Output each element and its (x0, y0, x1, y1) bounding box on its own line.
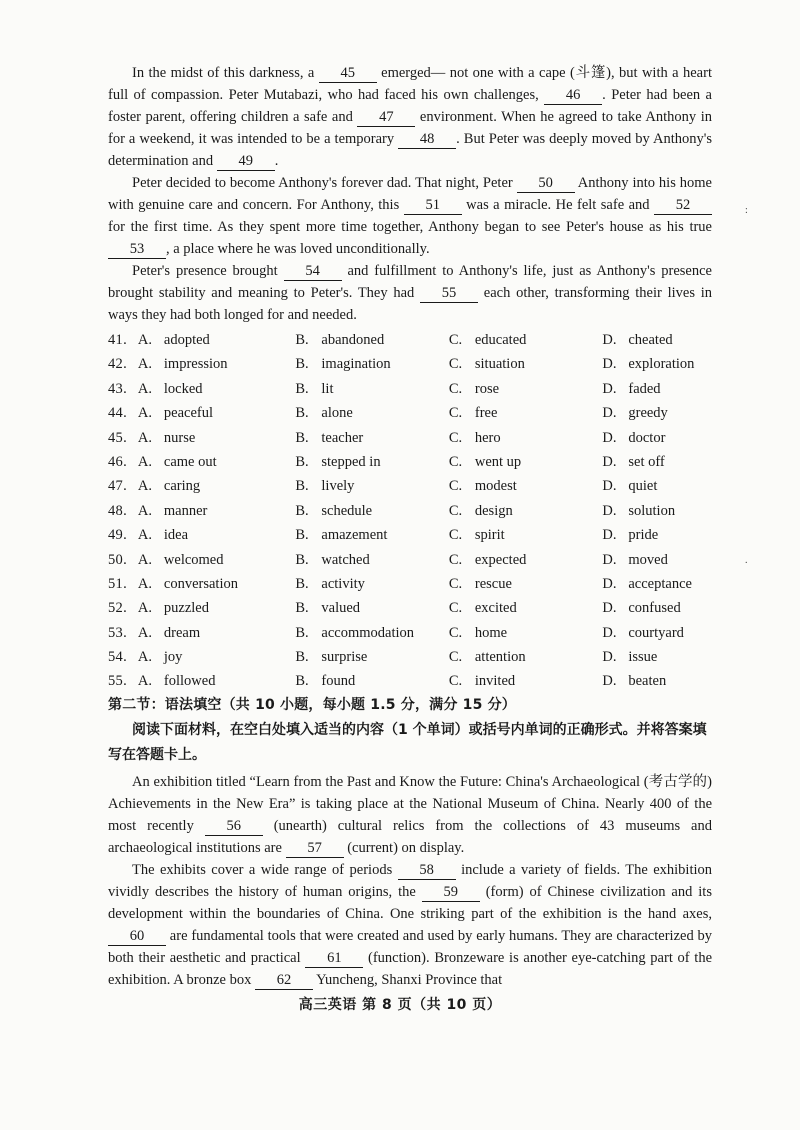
option-text: rose (474, 380, 500, 397)
blank-56: 56 (205, 818, 263, 836)
text: was a miracle. He felt safe and (461, 197, 654, 213)
option-d (602, 450, 712, 474)
question-number: 54. (108, 649, 128, 666)
option-a (138, 548, 295, 572)
blank-53: 53 (108, 241, 166, 259)
option-b (295, 499, 448, 523)
option-d (602, 474, 712, 498)
text: Peter decided to become Anthony's forever dad. That night, Peter (132, 175, 517, 191)
option-b (295, 596, 448, 620)
option-letter: C. (448, 624, 463, 641)
option-row (108, 499, 712, 523)
option-text: free (474, 405, 498, 422)
option-text: stepped in (321, 453, 381, 470)
passage2-paragraph-1 (108, 771, 712, 859)
option-text: impression (163, 356, 228, 373)
option-text: nurse (163, 429, 196, 446)
option-letter: D. (602, 575, 617, 592)
option-letter: D. (602, 478, 617, 495)
text: (current) on display. (343, 839, 465, 856)
option-text: conversation (163, 575, 238, 592)
option-text: attention (474, 649, 526, 666)
option-letter: D. (602, 527, 617, 544)
option-b (295, 669, 448, 693)
option-letter: A. (137, 380, 153, 397)
option-text: teacher (321, 429, 364, 446)
option-text: acceptance (628, 575, 692, 592)
option-letter: D. (602, 551, 617, 568)
option-letter: A. (137, 624, 153, 641)
option-text: puzzled (163, 600, 209, 617)
option-c (449, 548, 602, 572)
blank-61: 61 (305, 950, 363, 968)
option-c (449, 474, 602, 498)
option-letter: A. (137, 575, 153, 592)
option-row (108, 596, 712, 620)
option-b (295, 645, 448, 669)
option-a (138, 352, 295, 376)
option-row (108, 328, 712, 352)
text: . (274, 153, 279, 169)
margin-mark: . (745, 555, 748, 566)
blank-54: 54 (284, 263, 342, 281)
blank-46: 46 (544, 87, 602, 105)
blank-60: 60 (108, 928, 166, 946)
option-letter: D. (602, 649, 617, 666)
option-letter: C. (448, 453, 463, 470)
question-number: 45. (108, 429, 128, 446)
blank-51: 51 (404, 197, 462, 215)
text: emerged— not one with a cape (斗篷), but with a heart full of compassion. Peter Mutabazi, who had faced his own challenges, (108, 65, 712, 103)
option-a (138, 621, 295, 645)
option-row (108, 572, 712, 596)
option-text: situation (474, 356, 525, 373)
option-letter: C. (448, 332, 463, 348)
blank-50: 50 (517, 175, 575, 193)
option-letter: B. (295, 332, 309, 348)
option-letter: A. (137, 527, 153, 544)
option-d (602, 328, 712, 352)
option-row (108, 669, 712, 693)
option-letter: A. (137, 453, 153, 470)
option-text: surprise (321, 649, 368, 666)
passage1-paragraph-3 (108, 260, 712, 326)
option-text: quiet (628, 478, 658, 495)
text: . But Peter was deeply moved by Anthony's determination and (108, 131, 712, 169)
option-text: courtyard (628, 624, 684, 641)
option-letter: C. (448, 356, 463, 373)
option-text: caring (163, 478, 201, 495)
option-a (138, 596, 295, 620)
option-letter: C. (448, 527, 463, 544)
option-letter: D. (602, 624, 617, 641)
exam-page (108, 62, 712, 991)
option-letter: B. (295, 356, 309, 373)
text: Anthony into his home with genuine care and concern. For Anthony, this (108, 175, 712, 213)
option-letter: A. (137, 356, 153, 373)
option-letter: B. (295, 575, 309, 592)
option-b (295, 450, 448, 474)
option-letter: B. (295, 649, 309, 666)
option-b (295, 328, 448, 352)
option-text: home (474, 624, 508, 641)
option-text: accommodation (321, 624, 414, 641)
option-text: moved (628, 551, 668, 568)
option-a (138, 474, 295, 498)
text: In the midst of this darkness, a (132, 65, 319, 81)
option-row (108, 377, 712, 401)
option-b (295, 377, 448, 401)
option-letter: B. (295, 478, 309, 495)
question-number: 46. (108, 453, 128, 470)
option-c (449, 572, 602, 596)
option-text: rescue (474, 575, 512, 592)
option-text: idea (163, 527, 189, 544)
option-letter: D. (602, 405, 617, 422)
option-text: locked (163, 380, 203, 397)
option-text: lit (321, 380, 334, 397)
question-number: 52. (108, 600, 128, 617)
option-a (138, 669, 295, 693)
option-letter: C. (448, 380, 463, 397)
blank-47: 47 (357, 109, 415, 127)
option-text: watched (321, 551, 370, 568)
text: are fundamental tools that were created and used by early humans. They are characterized by both their aesthetic and practical (108, 927, 712, 966)
option-text: pride (628, 527, 659, 544)
option-c (449, 352, 602, 376)
blank-55: 55 (420, 285, 478, 303)
option-letter: C. (448, 502, 463, 519)
option-b (295, 572, 448, 596)
option-b (295, 523, 448, 547)
blank-59: 59 (422, 884, 480, 902)
option-letter: A. (137, 405, 153, 422)
option-b (295, 401, 448, 425)
option-text: abandoned (321, 332, 385, 348)
option-text: confused (628, 600, 681, 617)
option-c (449, 426, 602, 450)
option-text: joy (163, 649, 183, 666)
option-text: faded (628, 380, 661, 397)
option-text: manner (163, 502, 208, 519)
option-letter: A. (137, 502, 153, 519)
option-c (449, 669, 602, 693)
option-row (108, 426, 712, 450)
option-letter: B. (295, 380, 309, 397)
option-d (602, 596, 712, 620)
option-text: design (474, 502, 513, 519)
option-d (602, 621, 712, 645)
option-text: exploration (628, 356, 695, 373)
option-text: followed (163, 673, 216, 690)
option-text: hero (474, 429, 501, 446)
option-letter: B. (295, 600, 309, 617)
blank-49: 49 (217, 153, 275, 171)
option-c (449, 377, 602, 401)
option-letter: B. (295, 673, 309, 690)
text: for the first time. As they spent more time together, Anthony began to see Peter's house as his true (108, 219, 712, 235)
option-text: solution (628, 502, 676, 519)
option-text: invited (474, 673, 516, 690)
option-letter: A. (137, 649, 153, 666)
option-letter: D. (602, 356, 617, 373)
option-b (295, 548, 448, 572)
option-letter: D. (602, 332, 617, 348)
options-list (108, 328, 712, 694)
option-d (602, 548, 712, 572)
question-number: 47. (108, 478, 128, 495)
option-letter: A. (137, 673, 153, 690)
option-letter: D. (602, 453, 617, 470)
blank-45: 45 (319, 65, 377, 83)
question-number: 50. (108, 551, 128, 568)
option-c (449, 328, 602, 352)
option-c (449, 499, 602, 523)
option-text: spirit (474, 527, 505, 544)
question-number: 44. (108, 405, 128, 422)
option-letter: D. (602, 429, 617, 446)
option-letter: B. (295, 453, 309, 470)
blank-52: 52 (654, 197, 712, 215)
option-c (449, 523, 602, 547)
option-a (138, 401, 295, 425)
option-text: doctor (628, 429, 666, 446)
question-number: 49. (108, 527, 128, 544)
option-a (138, 572, 295, 596)
option-text: valued (321, 600, 361, 617)
question-number: 53. (108, 624, 128, 641)
page-footer: 高三英语 第 8 页（共 10 页） (298, 997, 502, 1013)
option-letter: A. (137, 332, 153, 348)
option-row (108, 621, 712, 645)
option-text: dream (163, 624, 201, 641)
option-text: educated (474, 332, 527, 348)
option-text: schedule (321, 502, 373, 519)
option-letter: D. (602, 673, 617, 690)
option-d (602, 572, 712, 596)
option-letter: C. (448, 429, 463, 446)
option-letter: A. (137, 600, 153, 617)
option-letter: B. (295, 405, 309, 422)
option-letter: A. (137, 551, 153, 568)
option-c (449, 645, 602, 669)
option-letter: B. (295, 502, 309, 519)
option-text: imagination (321, 356, 391, 373)
option-letter: D. (602, 600, 617, 617)
blank-58: 58 (398, 862, 456, 880)
option-text: lively (321, 478, 355, 495)
text: (function). Bronzeware is another eye-catching part of the exhibition. A bronze box (108, 949, 713, 988)
option-d (602, 401, 712, 425)
blank-62: 62 (255, 972, 313, 990)
option-row (108, 523, 712, 547)
text: An exhibition titled “Learn from the Past and Know the Future: China's Archaeological (考古学的) Achievements in the New Era” is taking place at the National Museum of China. Nearly 400 of the most recently (108, 773, 712, 834)
passage1-paragraph-1 (108, 62, 712, 172)
passage2-paragraph-2 (108, 859, 712, 991)
option-d (602, 377, 712, 401)
question-number: 43. (108, 380, 128, 397)
option-c (449, 401, 602, 425)
option-b (295, 352, 448, 376)
option-row (108, 352, 712, 376)
option-a (138, 426, 295, 450)
question-number: 48. (108, 502, 128, 519)
section-instruction: 阅读下面材料，在空白处填入适当的内容（1 个单词）或括号内单词的正确形式。并将答案填写在答题卡上。 (108, 721, 707, 763)
option-row (108, 450, 712, 474)
option-d (602, 499, 712, 523)
option-a (138, 523, 295, 547)
option-letter: B. (295, 624, 309, 641)
text: (unearth) cultural relics from the collections of 43 museums and archaeological institutions are (108, 817, 712, 856)
option-text: set off (628, 453, 665, 470)
option-letter: D. (602, 380, 617, 397)
option-text: greedy (628, 405, 668, 422)
text: environment. When he agreed to take Anthony in for a weekend, it was intended to be a temporary (108, 109, 713, 147)
text: , a place where he was loved unconditionally. (166, 241, 430, 257)
option-d (602, 645, 712, 669)
option-text: welcomed (163, 551, 224, 568)
option-letter: C. (448, 649, 463, 666)
option-text: found (321, 673, 356, 690)
question-number: 42. (108, 356, 128, 373)
text: and fulfillment to Anthony's life, just as Anthony's presence brought stability and meaning to Peter's. They had (108, 263, 712, 301)
option-b (295, 621, 448, 645)
option-a (138, 328, 295, 352)
option-letter: C. (448, 551, 463, 568)
blank-48: 48 (398, 131, 456, 149)
margin-mark: : (745, 205, 748, 216)
option-letter: B. (295, 527, 309, 544)
option-letter: C. (448, 478, 463, 495)
section-title: 第二节：语法填空（共 10 小题，每小题 1.5 分，满分 15 分） (108, 696, 517, 713)
option-text: excited (474, 600, 517, 617)
option-a (138, 499, 295, 523)
option-text: cheated (628, 332, 673, 348)
option-text: modest (474, 478, 517, 495)
option-letter: C. (448, 405, 463, 422)
option-row (108, 474, 712, 498)
option-c (449, 450, 602, 474)
text: . Peter had been a foster parent, offering children a safe and (108, 87, 712, 125)
text: each other, transforming their lives in ways they had both longed for and needed. (108, 285, 712, 323)
option-text: went up (474, 453, 522, 470)
text: The exhibits cover a wide range of periods (132, 861, 398, 878)
text: Peter's presence brought (132, 263, 284, 279)
option-text: beaten (628, 673, 667, 690)
option-letter: A. (137, 429, 153, 446)
option-text: activity (321, 575, 365, 592)
option-letter: D. (602, 502, 617, 519)
option-text: expected (474, 551, 527, 568)
question-number: 41. (108, 332, 128, 348)
option-text: alone (321, 405, 353, 422)
text: Yuncheng, Shanxi Province that (313, 971, 503, 988)
option-b (295, 474, 448, 498)
text: include a variety of fields. The exhibition vividly describes the history of human origins, the (108, 861, 713, 900)
option-text: amazement (321, 527, 388, 544)
option-text: peaceful (163, 405, 214, 422)
option-letter: C. (448, 575, 463, 592)
option-letter: C. (448, 673, 463, 690)
option-d (602, 669, 712, 693)
option-d (602, 426, 712, 450)
passage1-paragraph-2 (108, 172, 712, 260)
option-letter: C. (448, 600, 463, 617)
option-a (138, 450, 295, 474)
option-c (449, 596, 602, 620)
option-letter: B. (295, 429, 309, 446)
option-letter: B. (295, 551, 309, 568)
option-row (108, 401, 712, 425)
blank-57: 57 (286, 840, 344, 858)
question-number: 51. (108, 575, 128, 592)
option-text: issue (628, 649, 658, 666)
option-a (138, 645, 295, 669)
option-row (108, 548, 712, 572)
option-d (602, 352, 712, 376)
option-d (602, 523, 712, 547)
question-number: 55. (108, 673, 128, 690)
option-b (295, 426, 448, 450)
option-text: adopted (163, 332, 210, 348)
option-c (449, 621, 602, 645)
option-letter: A. (137, 478, 153, 495)
option-text: came out (163, 453, 217, 470)
option-a (138, 377, 295, 401)
option-row (108, 645, 712, 669)
text: (form) of Chinese civilization and its development within the boundaries of China. One striking part of the exhibition is the hand axes, (108, 883, 712, 922)
